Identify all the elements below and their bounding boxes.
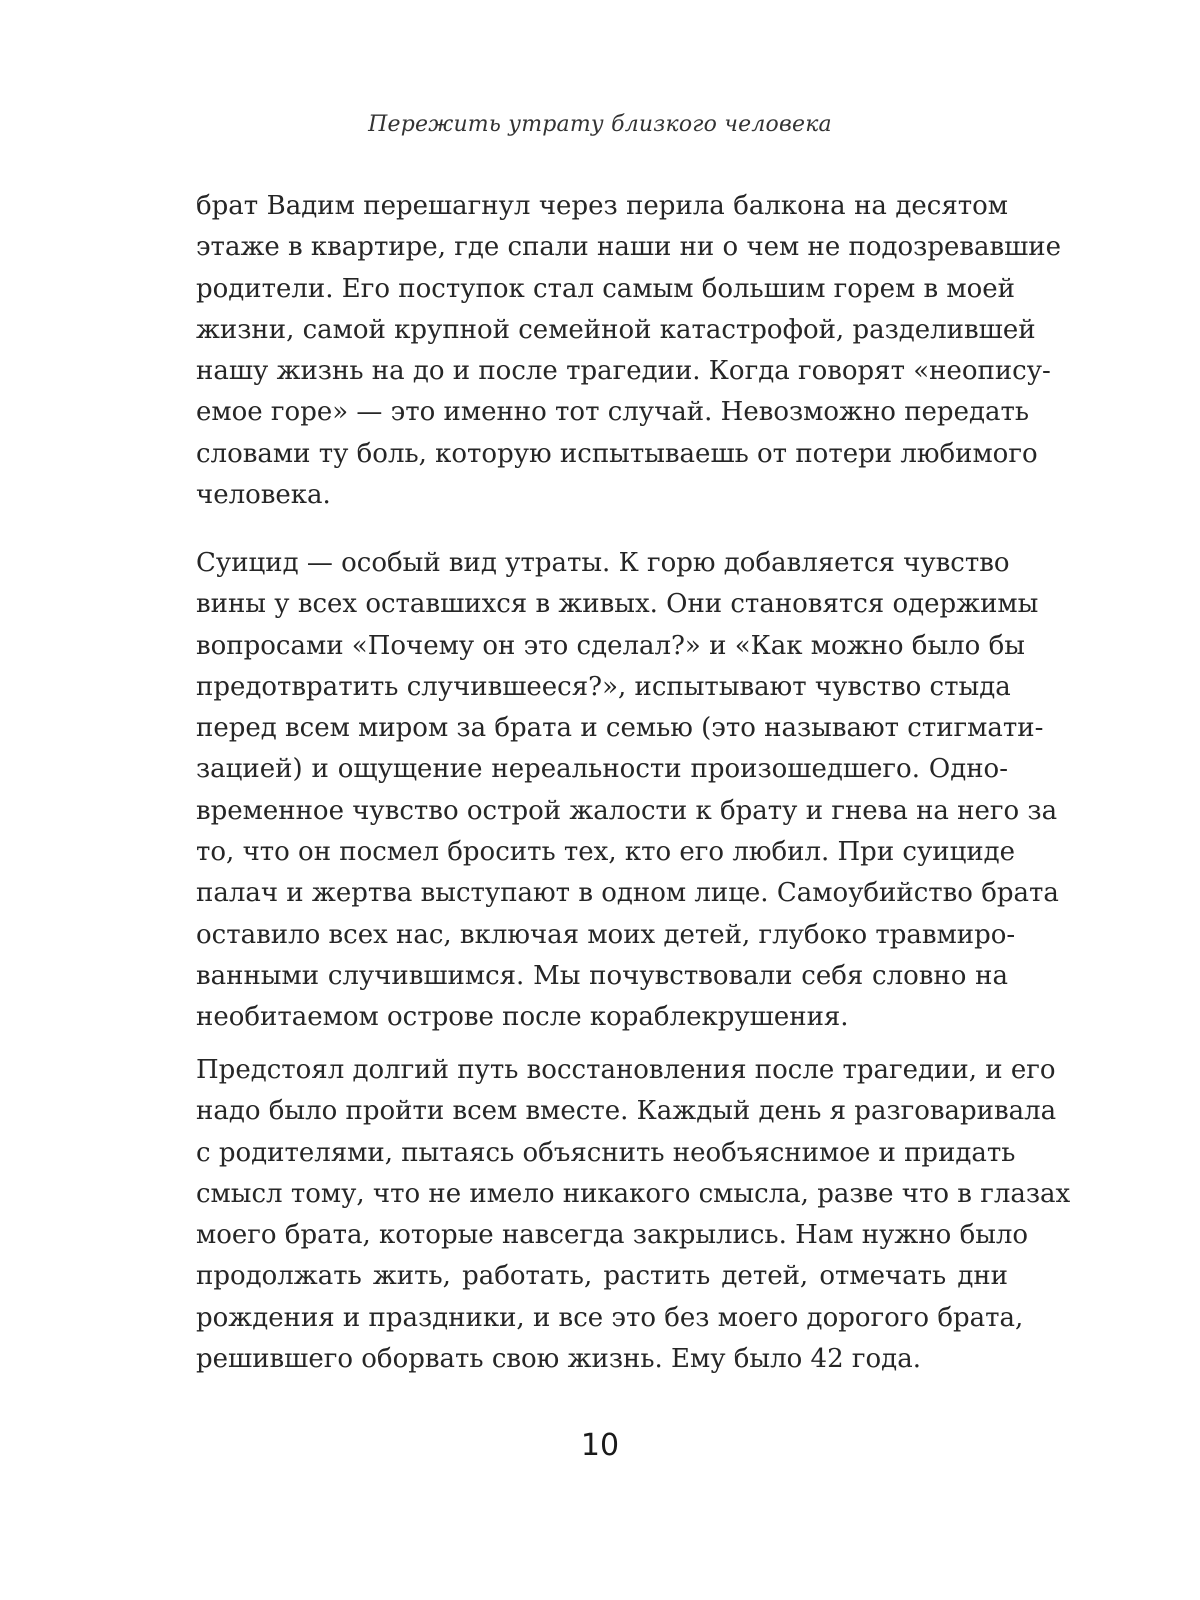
paragraph-3 — [196, 1050, 1071, 1380]
text-line: жизни, самой крупной семейной катастрофой, разделившей — [196, 314, 1036, 345]
text-line: палач и жертва выступают в одном лице. Самоубийство брата — [196, 878, 1059, 909]
text-line: нашу жизнь на до и после трагедии. Когда говорят «неопису- — [196, 356, 1051, 387]
page-number: 10 — [580, 1428, 620, 1463]
running-head: Пережить утрату близкого человека — [368, 112, 832, 137]
text-line: зацией) и ощущение нереальности произошедшего. Одно- — [196, 754, 1008, 785]
text-line: словами ту боль, которую испытываешь от потери любимого — [196, 438, 1038, 469]
text-line: моего брата, которые навсегда закрылись. Нам нужно было — [196, 1220, 1029, 1251]
paragraph-2 — [196, 543, 1059, 1039]
text-line: Суицид — особый вид утраты. К горю добавляется чувство — [196, 548, 1010, 578]
paragraph-1 — [196, 186, 1062, 516]
text-line: необитаемом острове после кораблекрушения. — [196, 1002, 849, 1033]
text-line: Предстоял долгий путь восстановления после трагедии, и его — [196, 1055, 1056, 1085]
text-line: оставило всех нас, включая моих детей, глубоко травмиро- — [196, 919, 1016, 950]
text-line: рождения и праздники, и все это без моего дорогого брата, — [196, 1302, 1024, 1333]
text-line: емое горе» — это именно тот случай. Невозможно передать — [196, 397, 1030, 428]
text-line: вины у всех оставшихся в живых. Они становятся одержимы — [196, 589, 1039, 620]
text-line: брат Вадим перешагнул через перила балкона на десятом — [196, 191, 1008, 221]
text-line: с родителями, пытаясь объяснить необъяснимое и придать — [196, 1137, 1016, 1168]
text-line: родители. Его поступок стал самым большим горем в моей — [196, 273, 1015, 304]
text-line: временное чувство острой жалости к брату и гнева на него за — [196, 795, 1058, 826]
text-line: перед всем миром за брата и семью (это называют стигмати- — [196, 713, 1044, 744]
text-line: продолжать жить, работать, растить детей, отмечать дни — [196, 1261, 1008, 1292]
text-line: надо было пройти всем вместе. Каждый день я разговаривала — [196, 1096, 1057, 1127]
text-line: то, что он посмел бросить тех, кто его любил. При суициде — [196, 837, 1016, 868]
text-line: смысл тому, что не имело никакого смысла, разве что в глазах — [196, 1178, 1071, 1209]
text-line: человека. — [196, 480, 331, 511]
text-line: этаже в квартире, где спали наши ни о чем не подозревавшие — [196, 232, 1062, 263]
text-line: предотвратить случившееся?», испытывают чувство стыда — [196, 671, 1011, 702]
text-line: ванными случившимся. Мы почувствовали себя словно на — [196, 960, 1008, 991]
text-line: решившего оборвать свою жизнь. Ему было 42 года. — [196, 1344, 921, 1375]
text-line: вопросами «Почему он это сделал?» и «Как можно было бы — [196, 630, 1025, 661]
